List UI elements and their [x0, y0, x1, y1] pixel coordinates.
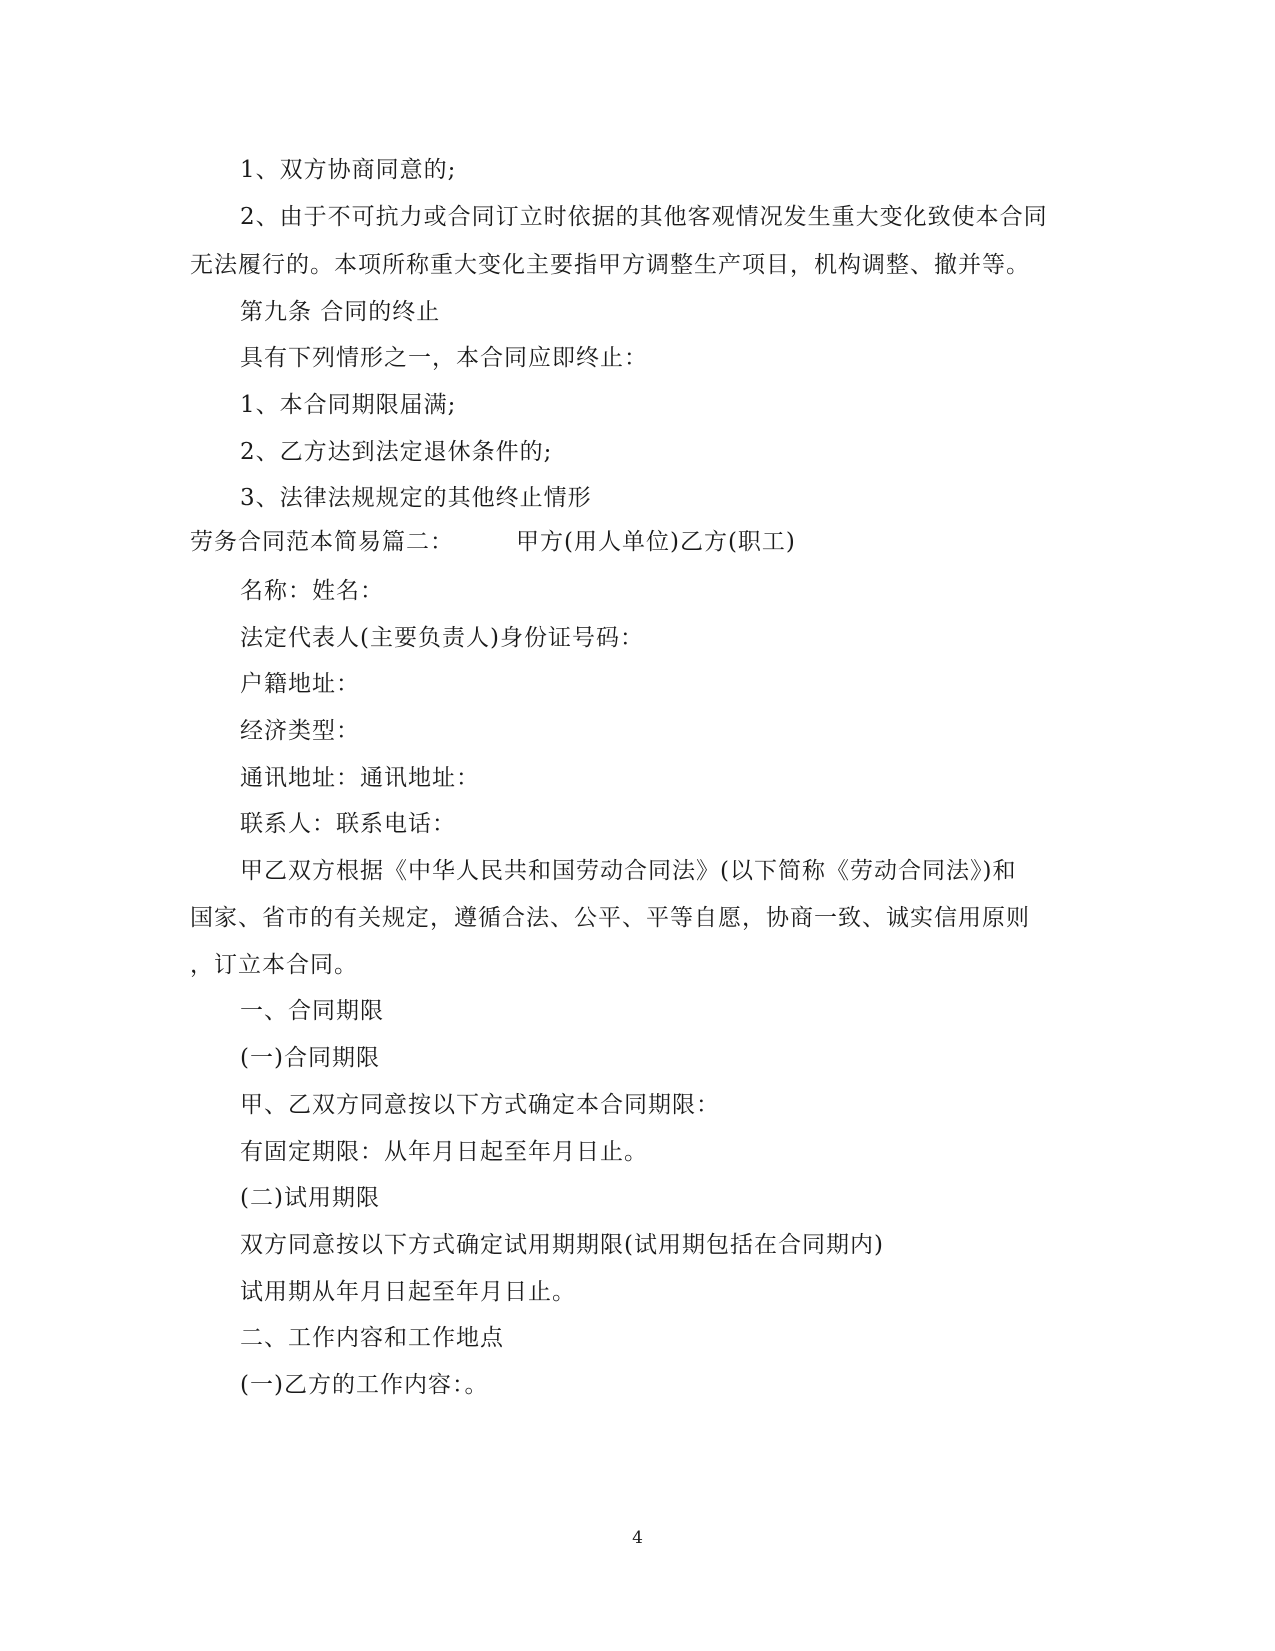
text-line: 通讯地址：通讯地址： [240, 765, 480, 791]
text-line: ，订立本合同。 [190, 952, 358, 978]
text-line: 联系人：联系电话： [240, 811, 456, 837]
section-heading [190, 528, 796, 556]
text-line: 1、双方协商同意的; [240, 157, 457, 183]
section-heading-title: 劳务合同范本简易篇二： [190, 529, 454, 555]
text-line: 1、本合同期限届满; [240, 392, 457, 418]
text-line: 第九条 合同的终止 [240, 299, 441, 325]
page-number: 4 [632, 1528, 643, 1548]
text-line: 试用期从年月日起至年月日止。 [240, 1279, 576, 1305]
text-line: 具有下列情形之一，本合同应即终止： [240, 345, 648, 371]
text-line: 2、乙方达到法定退休条件的; [240, 439, 553, 465]
text-line: 有固定期限：从年月日起至年月日止。 [240, 1139, 648, 1165]
text-line: (二)试用期限 [240, 1185, 380, 1211]
text-line: 二、工作内容和工作地点 [240, 1325, 504, 1351]
text-line: 甲乙双方根据《中华人民共和国劳动合同法》(以下简称《劳动合同法》)和 [240, 858, 1017, 884]
text-line: 无法履行的。本项所称重大变化主要指甲方调整生产项目，机构调整、撤并等。 [190, 252, 1030, 278]
text-line: 3、法律法规规定的其他终止情形 [240, 485, 592, 511]
section-heading-parties: 甲方(用人单位)乙方(职工) [516, 529, 796, 555]
text-line: 户籍地址： [240, 671, 360, 697]
text-line: 2、由于不可抗力或合同订立时依据的其他客观情况发生重大变化致使本合同 [240, 204, 1048, 230]
text-line: 国家、省市的有关规定，遵循合法、公平、平等自愿，协商一致、诚实信用原则 [190, 905, 1030, 931]
text-line: 法定代表人(主要负责人)身份证号码： [240, 625, 644, 651]
text-line: (一)乙方的工作内容：。 [240, 1372, 489, 1398]
text-line: 双方同意按以下方式确定试用期期限(试用期包括在合同期内) [240, 1232, 884, 1258]
text-line: 甲、乙双方同意按以下方式确定本合同期限： [240, 1092, 720, 1118]
text-line: 经济类型： [240, 718, 360, 744]
text-line: (一)合同期限 [240, 1045, 380, 1071]
text-line: 名称：姓名： [240, 578, 384, 604]
text-line: 一、合同期限 [240, 998, 384, 1024]
